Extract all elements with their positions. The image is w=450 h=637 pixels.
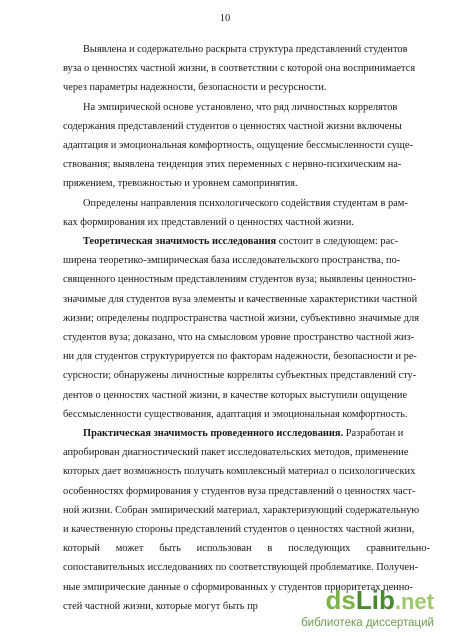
text-line: ной жизни. Собран эмпирический материал, характеризующий содержательную xyxy=(63,504,420,516)
text-line: ках формирования их представлений о ценностях частной жизни. xyxy=(63,216,354,228)
word: в xyxy=(267,543,273,555)
document-body xyxy=(63,40,430,616)
text-line: и качественную стороны представлений студентов о ценностях частной жизни, xyxy=(63,524,415,536)
word: использован xyxy=(196,543,252,555)
text-line xyxy=(63,424,430,443)
text-line: ни для студентов структурируется по факторам надежности, безопасности и ре- xyxy=(63,351,417,363)
section-heading-theoretical: Теоретическая значимость исследования xyxy=(83,236,277,248)
text-line: содержания представлений студентов о ценностях частной жизни включены xyxy=(63,120,402,132)
text-line: адаптация и эмоциональная комфортность, ощущение бессмысленности суще- xyxy=(63,140,413,152)
paragraph-theoretical-significance xyxy=(63,232,430,424)
page-number: 10 xyxy=(219,13,231,24)
text-line: жизни; определены подпространства частной жизни, субъективно значимые для xyxy=(63,312,419,324)
text-line: ствования; выявлена тенденция этих переменных с нервно-психическим на- xyxy=(63,159,402,171)
word: быть xyxy=(159,543,181,555)
text-line xyxy=(63,539,430,558)
text-line: бессмысленности существования, адаптация и эмоциональная комфортность. xyxy=(63,408,408,420)
text-line: которых дает возможность получать комплексный материал о психологических xyxy=(63,466,416,478)
word: последующих xyxy=(288,543,351,555)
dslib-logo: dsLib.net xyxy=(325,585,434,615)
word: может xyxy=(115,543,144,555)
text-line: значимые для студентов вуза элементы и качественные характеристики частной xyxy=(63,293,418,305)
text-line: На эмпирической основе установлено, что ряд личностных коррелятов xyxy=(83,101,398,113)
watermark-subtitle: библиотека диссертаций xyxy=(301,617,434,629)
text-line: через параметры надежности, безопасности и ресурсности. xyxy=(63,82,327,94)
text-fragment: Разработан и xyxy=(343,428,404,440)
word: который xyxy=(63,543,100,555)
text-line: священного ценностным представлениям студентов вуза; выявлены ценностно- xyxy=(63,274,417,286)
text-line: пряжением, тревожностью и уровнем самопринятия. xyxy=(63,178,298,190)
paragraph-2 xyxy=(63,98,430,194)
section-heading-practical: Практическая значимость проведенного исследования. xyxy=(83,428,344,440)
paragraph-1 xyxy=(63,40,430,98)
text-line: Выявлена и содержательно раскрыта структура представлений студентов xyxy=(83,44,408,55)
text-fragment: состоит в следующем: рас- xyxy=(276,236,399,248)
text-line: ные эмпирические данные о сформированных у студентов приоритетах ценно- xyxy=(63,581,413,593)
text-line: сурсности; обнаружены личностные корреляты субъектных представлений сту- xyxy=(63,370,417,382)
dslib-watermark xyxy=(301,585,438,629)
text-line: сопоставительных исследованиях по соответствующей проблематике. Получен- xyxy=(63,562,419,574)
word: сравнительно- xyxy=(366,543,430,555)
text-line: студентов вуза; доказано, что на смысловом уровне пространство частной жиз- xyxy=(63,332,415,344)
text-line: Определены направления психологического содействия студентам в рам- xyxy=(83,197,408,209)
text-line: ширена теоретико-эмпирическая база исследовательского пространства, по- xyxy=(63,255,401,267)
text-line: апробирован диагностический пакет исследовательских методов, применение xyxy=(63,447,409,459)
text-line: дентов о ценностях частной жизни, в качестве которых выступили ощущение xyxy=(63,389,408,401)
text-line: вуза о ценностях частной жизни, в соответствии с которой она воспринимается xyxy=(63,63,416,75)
paragraph-3 xyxy=(63,194,430,232)
text-line: особенностях формирования у студентов вуза представлений о ценностях част- xyxy=(63,485,416,497)
text-line: стей частной жизни, которые могут быть пр xyxy=(63,600,258,612)
text-line xyxy=(63,232,430,251)
